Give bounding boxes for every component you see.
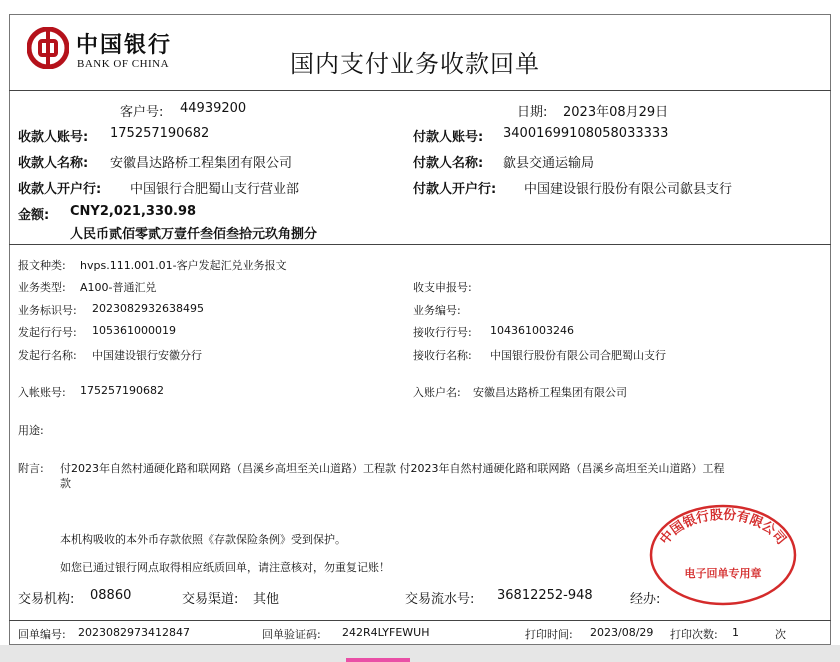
receipt-no-footer: 2023082973412847: [78, 626, 190, 639]
footer-divider: [9, 620, 831, 621]
payer-account-label: 付款人账号:: [413, 130, 484, 145]
biz-type: A100-普通汇兑: [80, 281, 157, 294]
recv-bank-name: 中国银行股份有限公司合肥蜀山支行: [490, 349, 666, 362]
biz-no-label: 业务编号:: [413, 304, 461, 317]
payee-name: 安徽昌达路桥工程集团有限公司: [110, 156, 293, 171]
send-bank-no: 105361000019: [92, 324, 176, 337]
bank-of-china-logo-icon: [27, 27, 69, 69]
customer-no: 44939200: [180, 101, 247, 116]
payer-bank-label: 付款人开户行:: [413, 182, 497, 197]
receipt-no-label: 收支申报号:: [413, 281, 472, 294]
header-divider: [9, 90, 831, 91]
payer-name: 歙县交通运输局: [503, 156, 595, 171]
viewer-bottom-bar: [0, 645, 840, 662]
duplicate-notice: 如您已通过银行网点取得相应纸质回单，请注意核对，勿重复记账！: [60, 561, 390, 574]
in-account-label: 入帐账号:: [18, 386, 66, 399]
print-time: 2023/08/29: [590, 626, 654, 639]
biz-id-label: 业务标识号:: [18, 304, 77, 317]
seal-top-text: 中国银行股份有限公司: [657, 507, 789, 548]
page-title: 国内支付业务收款回单: [290, 50, 540, 78]
customer-no-label: 客户号:: [120, 105, 164, 120]
bank-name-cn: 中国银行: [76, 32, 173, 58]
amount-in-words: 人民币贰佰零贰万壹仟叁佰叁拾元玖角捌分: [70, 227, 318, 242]
amount-value: CNY2,021,330.98: [70, 204, 197, 219]
serial-value: 36812252-948: [497, 588, 593, 603]
receipt-no-footer-label: 回单编号:: [18, 628, 66, 641]
recv-bank-no-label: 接收行行号:: [413, 326, 472, 339]
payee-account-label: 收款人账号:: [18, 130, 89, 145]
payer-bank: 中国建设银行股份有限公司歙县支行: [524, 182, 733, 197]
verify-code: 242R4LYFEWUH: [342, 626, 430, 639]
print-count: 1: [732, 626, 739, 639]
send-bank-name: 中国建设银行安徽分行: [92, 349, 202, 362]
summary-divider: [9, 244, 831, 245]
payer-account: 34001699108058033333: [503, 126, 669, 141]
in-account-name: 安徽昌达路桥工程集团有限公司: [473, 386, 627, 399]
date-label: 日期:: [517, 105, 548, 120]
seal-bottom-text: 电子回单专用章: [684, 567, 762, 580]
bank-name-en: BANK OF CHINA: [77, 58, 170, 70]
deposit-insurance-notice: 本机构吸收的本外币存款依照《存款保险条例》受到保护。: [60, 533, 346, 546]
print-time-label: 打印时间:: [525, 628, 573, 641]
in-account-name-label: 入账户名:: [413, 386, 461, 399]
memo-line-2: 款: [60, 477, 71, 490]
amount-label: 金额:: [18, 208, 50, 223]
biz-id: 2023082932638495: [92, 302, 204, 315]
msg-type-label: 报文种类:: [18, 259, 66, 272]
msg-type: hvps.111.001.01-客户发起汇兑业务报文: [80, 259, 287, 272]
send-bank-name-label: 发起行名称:: [18, 349, 77, 362]
serial-label: 交易流水号:: [405, 592, 475, 607]
date-value: 2023年08月29日: [563, 105, 669, 120]
payee-bank-label: 收款人开户行:: [18, 182, 102, 197]
memo-label: 附言:: [18, 462, 44, 475]
active-page-tab[interactable]: [346, 658, 410, 662]
send-bank-no-label: 发起行行号:: [18, 326, 77, 339]
in-account: 175257190682: [80, 384, 164, 397]
org-label: 交易机构:: [18, 592, 75, 607]
memo-line-1: 付2023年自然村通硬化路和联网路（昌溪乡高坦至关山道路）工程款 付2023年自然村通硬化路和联网路（昌溪乡高坦至关山道路）工程: [60, 462, 725, 475]
payee-bank: 中国银行合肥蜀山支行营业部: [130, 182, 300, 197]
handler-label: 经办:: [630, 592, 661, 607]
org-value: 08860: [90, 588, 132, 603]
electronic-receipt-seal: [648, 503, 798, 607]
print-count-unit: 次: [775, 628, 786, 641]
payer-name-label: 付款人名称:: [413, 156, 484, 171]
purpose-label: 用途:: [18, 424, 44, 437]
payee-name-label: 收款人名称:: [18, 156, 89, 171]
svg-text:中国银行股份有限公司: [657, 507, 790, 548]
recv-bank-name-label: 接收行名称:: [413, 349, 472, 362]
biz-type-label: 业务类型:: [18, 281, 66, 294]
print-count-label: 打印次数:: [670, 628, 718, 641]
payee-account: 175257190682: [110, 126, 210, 141]
recv-bank-no: 104361003246: [490, 324, 574, 337]
channel-label: 交易渠道:: [182, 592, 239, 607]
verify-code-label: 回单验证码:: [262, 628, 321, 641]
channel-value: 其他: [253, 592, 280, 607]
